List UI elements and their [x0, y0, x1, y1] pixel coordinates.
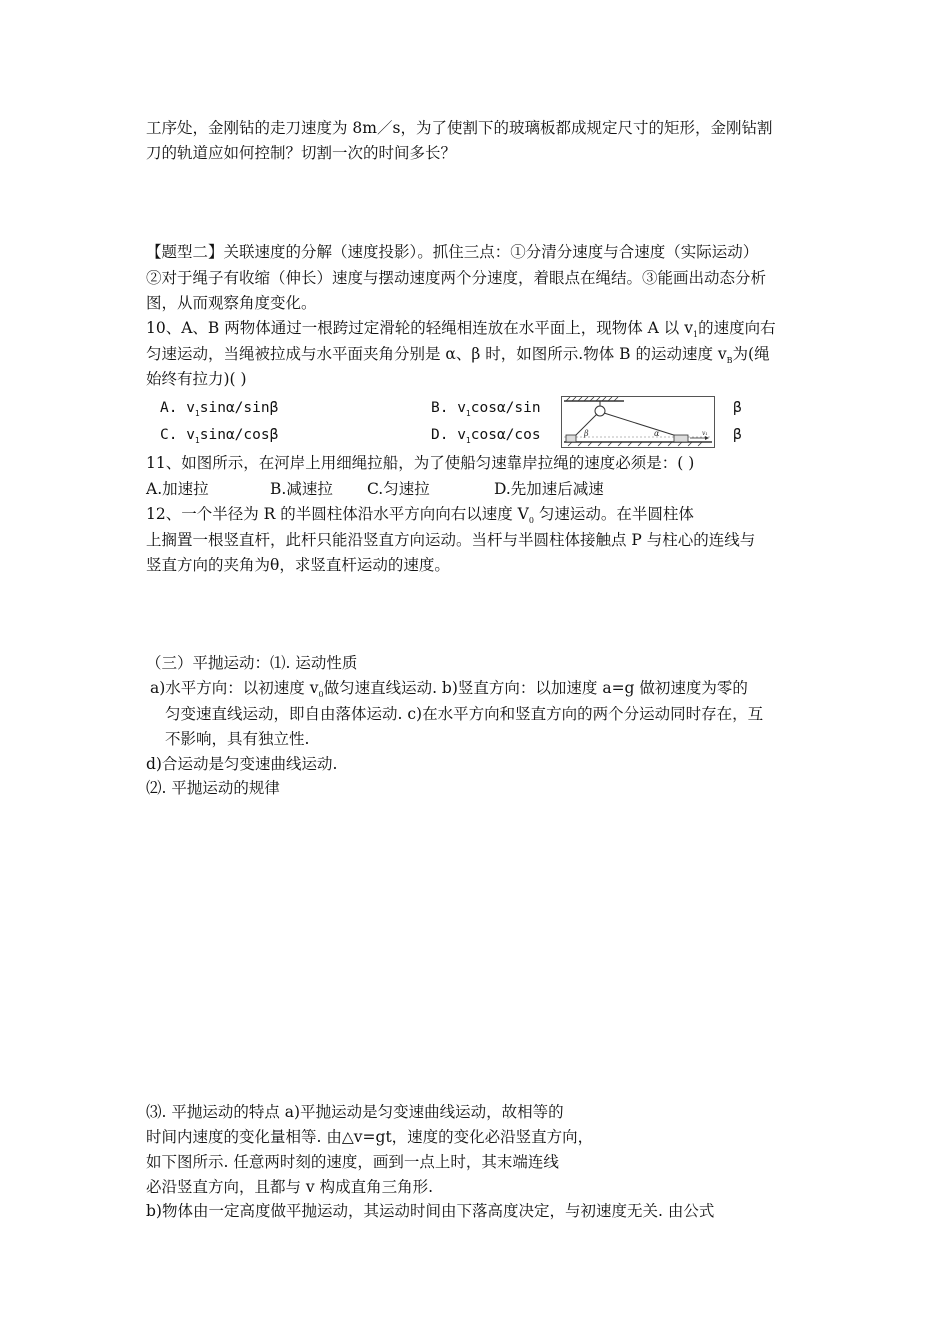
intro-line-2: 刀的轨道应如何控制？切割一次的时间多长？	[146, 144, 457, 162]
type2-line-1: 【题型二】关联速度的分解（速度投影）。抓住三点：①分清分速度与合速度（实际运动）	[146, 243, 759, 261]
intro-line-1: 工序处，金刚钻的走刀速度为 8m／s，为了使割下的玻璃板都成规定尺寸的矩形，金刚钻割	[146, 119, 773, 137]
section3-a-line-2: 匀变速直线运动，即自由落体运动. c)在水平方向和竖直方向的两个分运动同时存在，互	[165, 705, 764, 723]
q10-option-c: C. $v_1\sin\alpha$/cosβ	[160, 427, 279, 445]
section3b-line-2: 时间内速度的变化量相等. 由△v=gt，速度的变化必沿竖直方向，	[146, 1128, 594, 1146]
beta-label: β	[584, 429, 589, 438]
section3b-line-5: b)物体由一定高度做平抛运动，其运动时间由下落高度决定，与初速度无关. 由公式	[146, 1202, 715, 1220]
section3b-line-1: ⑶. 平抛运动的特点 a)平抛运动是匀变速曲线运动，故相等的	[146, 1103, 564, 1121]
section3b-line-3: 如下图所示. 任意两时刻的速度，画到一点上时，其末端连线	[146, 1153, 559, 1171]
q10-line-1: 10、A、B 两物体通过一根跨过定滑轮的轻绳相连放在水平面上，现物体 A 以 $v_1$的速度向右	[146, 319, 776, 339]
type2-line-2: ②对于绳子有收缩（伸长）速度与摆动速度两个分速度，着眼点在绳结。③能画出动态分析	[146, 269, 767, 287]
q10-option-b: B. $v_1\cos\alpha/\sin$	[431, 400, 541, 418]
type2-line-3: 图，从而观察角度变化。	[146, 294, 317, 312]
q10-line-3: 始终有拉力)( )	[146, 370, 247, 388]
pulley-figure	[561, 396, 715, 448]
q12-line-2: 上搁置一根竖直杆，此杆只能沿竖直方向运动。当杆与半圆柱体接触点 P 与柱心的连线与	[146, 531, 756, 549]
q11-option-c: C.匀速拉	[367, 480, 430, 498]
q10-option-a: A. $v_1\sin\alpha$/sinβ	[160, 400, 279, 418]
q11-option-a: A.加速拉	[146, 480, 209, 498]
q11-option-d: D.先加速后减速	[494, 480, 604, 498]
section3-rule: ⑵. 平抛运动的规律	[146, 779, 280, 797]
q10-line-2: 匀速运动，当绳被拉成与水平面夹角分别是 α、β 时，如图所示.物体 B 的运动速度 $v_B$为(绳	[146, 345, 770, 365]
q10-option-b-tail: β	[733, 400, 742, 416]
q10-option-d: D. $v_1\cos\alpha/\cos$	[431, 427, 541, 445]
q12-line-3: 竖直方向的夹角为θ，求竖直杆运动的速度。	[146, 556, 450, 574]
q11-line-1: 11、如图所示，在河岸上用细绳拉船，为了使船匀速靠岸拉绳的速度必须是：( )	[146, 454, 695, 472]
q12-line-1: 12、一个半径为 R 的半圆柱体沿水平方向向右以速度 $V_0$ 匀速运动。在半圆柱体	[146, 505, 694, 525]
section3-d: d)合运动是匀变速曲线运动.	[146, 755, 338, 773]
section3b-line-4: 必沿竖直方向，且都与 v 构成直角三角形.	[146, 1178, 434, 1196]
v1-label: v₁	[702, 430, 708, 437]
q11-option-b: B.减速拉	[270, 480, 333, 498]
section3-a-line-3: 不影响，具有独立性.	[165, 730, 310, 748]
section3-heading: （三）平抛运动：⑴. 运动性质	[146, 654, 358, 672]
q10-option-d-tail: β	[733, 427, 742, 443]
alpha-label: α	[654, 429, 660, 438]
section3-a: a)水平方向：以初速度 $v_0$做匀速直线运动. b)竖直方向：以加速度 a=g 做初速度为零的	[150, 679, 748, 699]
